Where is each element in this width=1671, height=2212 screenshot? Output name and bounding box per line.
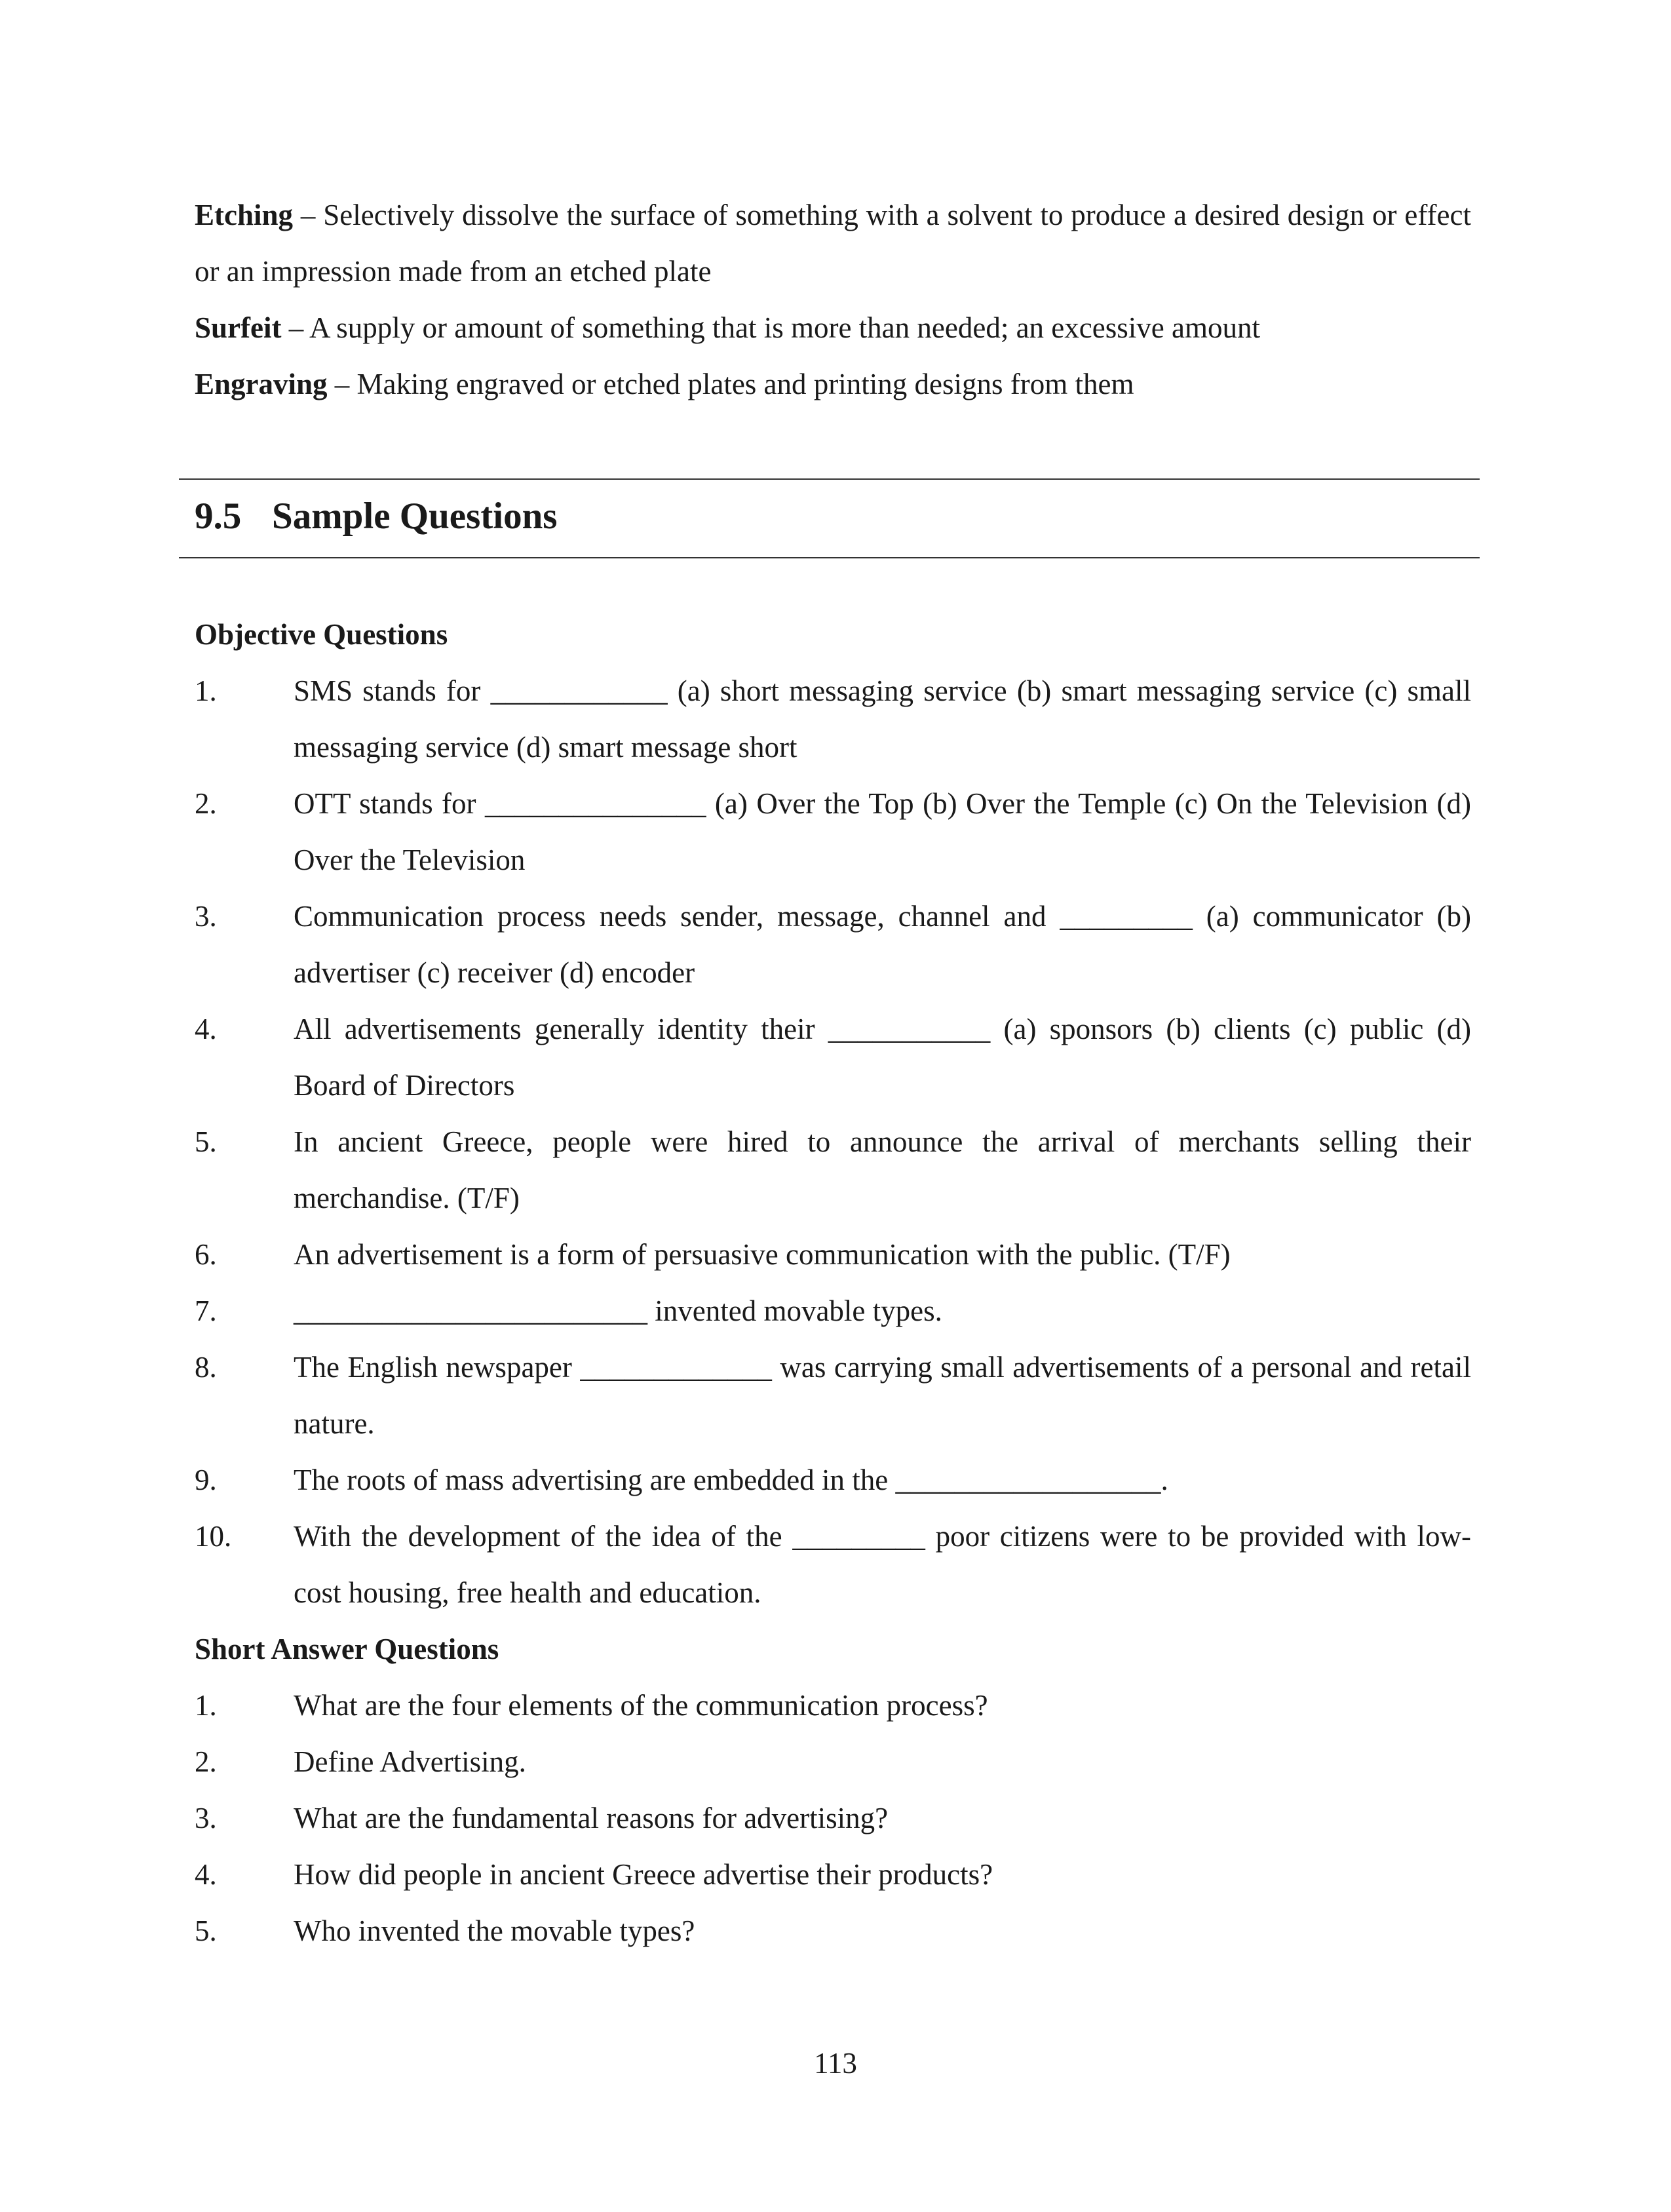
page-number: 113 xyxy=(814,2047,857,2080)
section-number: 9.5 xyxy=(195,495,242,537)
glossary-term: Engraving xyxy=(195,368,328,400)
item-number: 8. xyxy=(195,1351,217,1384)
item-text: ________________________ invented movable types. xyxy=(294,1294,942,1327)
objective-questions-heading: Objective Questions xyxy=(195,618,448,651)
list-item xyxy=(195,888,1471,1001)
section-heading xyxy=(195,494,558,539)
short-answer-questions-list xyxy=(195,1677,1471,1959)
list-item xyxy=(195,1677,1471,1734)
item-text: Communication process needs sender, message, channel and _________ (a) communicator (b) advertiser (c) receiver (d) encoder xyxy=(294,900,1471,989)
item-text: An advertisement is a form of persuasive communication with the public. (T/F) xyxy=(294,1238,1231,1271)
glossary-definition: – A supply or amount of something that is more than needed; an excessive amount xyxy=(281,311,1260,344)
item-number: 2. xyxy=(195,787,217,820)
list-item xyxy=(195,1226,1471,1283)
item-number: 9. xyxy=(195,1464,217,1496)
item-number: 4. xyxy=(195,1858,217,1891)
item-text: What are the four elements of the communication process? xyxy=(294,1689,988,1722)
list-item xyxy=(195,1452,1471,1508)
item-number: 6. xyxy=(195,1238,217,1271)
glossary-definition: – Selectively dissolve the surface of something with a solvent to produce a desired design or effect or an impression made from an etched plate xyxy=(195,199,1471,288)
list-item xyxy=(195,1339,1471,1452)
glossary-entry-surfeit xyxy=(195,300,1471,356)
item-number: 2. xyxy=(195,1745,217,1778)
item-number: 1. xyxy=(195,674,217,707)
section-title: Sample Questions xyxy=(272,495,558,537)
glossary-entry-etching xyxy=(195,187,1471,300)
glossary-term: Surfeit xyxy=(195,311,282,344)
item-number: 1. xyxy=(195,1689,217,1722)
list-item xyxy=(195,1508,1471,1621)
section-bottom-rule xyxy=(179,557,1480,558)
item-text: With the development of the idea of the _________ poor citizens were to be provided with low-cost housing, free health and education. xyxy=(294,1520,1471,1609)
glossary-term: Etching xyxy=(195,199,294,231)
item-number: 3. xyxy=(195,1802,217,1834)
item-number: 4. xyxy=(195,1013,217,1045)
item-number: 7. xyxy=(195,1294,217,1327)
list-item xyxy=(195,1734,1471,1790)
list-item xyxy=(195,663,1471,775)
item-number: 3. xyxy=(195,900,217,933)
item-text: How did people in ancient Greece advertise their products? xyxy=(294,1858,993,1891)
list-item xyxy=(195,1114,1471,1226)
item-text: OTT stands for _______________ (a) Over the Top (b) Over the Temple (c) On the Television (d) Over the Television xyxy=(294,787,1471,876)
item-text: What are the fundamental reasons for advertising? xyxy=(294,1802,889,1834)
list-item xyxy=(195,775,1471,888)
item-text: The English newspaper _____________ was carrying small advertisements of a personal and retail nature. xyxy=(294,1351,1471,1440)
list-item xyxy=(195,1903,1471,1959)
list-item xyxy=(195,1283,1471,1339)
item-text: The roots of mass advertising are embedded in the __________________. xyxy=(294,1464,1168,1496)
item-text: In ancient Greece, people were hired to announce the arrival of merchants selling their merchandise. (T/F) xyxy=(294,1125,1471,1214)
item-text: Who invented the movable types? xyxy=(294,1914,695,1947)
list-item xyxy=(195,1846,1471,1903)
item-text: All advertisements generally identity their ___________ (a) sponsors (b) clients (c) public (d) Board of Directors xyxy=(294,1013,1471,1102)
glossary-entry-engraving xyxy=(195,356,1471,412)
objective-questions-list xyxy=(195,663,1471,1621)
section-top-rule xyxy=(179,478,1480,480)
item-number: 5. xyxy=(195,1914,217,1947)
list-item xyxy=(195,1001,1471,1114)
glossary-definition: – Making engraved or etched plates and printing designs from them xyxy=(327,368,1134,400)
item-number: 5. xyxy=(195,1125,217,1158)
item-text: Define Advertising. xyxy=(294,1745,526,1778)
item-number: 10. xyxy=(195,1520,232,1553)
item-text: SMS stands for ____________ (a) short messaging service (b) smart messaging service (c) small messaging service (d) smart message short xyxy=(294,674,1471,764)
list-item xyxy=(195,1790,1471,1846)
short-answer-questions-heading: Short Answer Questions xyxy=(195,1633,499,1665)
